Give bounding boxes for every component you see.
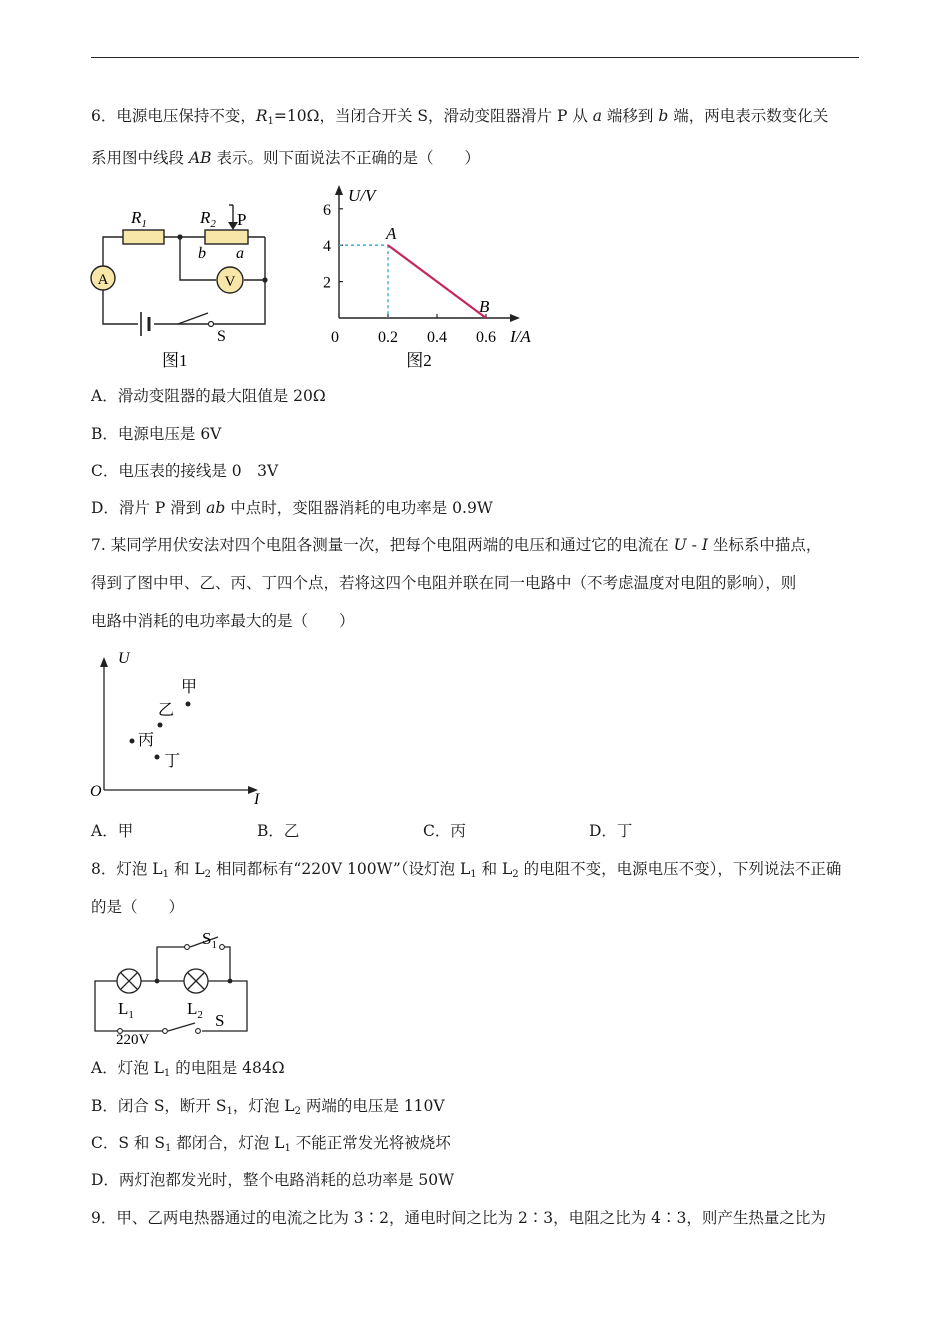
y-tick-label: 2	[323, 274, 331, 292]
svg-text:V: V	[224, 274, 236, 290]
svg-text:乙: 乙	[158, 702, 175, 719]
svg-text:S: S	[217, 328, 226, 345]
point-yi	[158, 723, 163, 728]
q7-option-d[interactable]: D．丁	[589, 822, 633, 840]
svg-text:220V: 220V	[116, 1032, 150, 1045]
q8-option-c[interactable]: C．S 和 $S_1$ 都闭合，灯泡 $L_1$ 不能正常发光将被烧坏	[91, 1134, 451, 1154]
svg-text:O: O	[90, 783, 102, 800]
svg-text:b: b	[198, 245, 206, 262]
fig2-caption: 图2	[406, 351, 432, 370]
q7-option-c[interactable]: C．丙	[423, 822, 466, 840]
svg-text:P: P	[237, 210, 247, 229]
svg-text:L1: $L_1$	[118, 999, 134, 1021]
q7-option-b[interactable]: B．乙	[257, 822, 300, 840]
svg-text:S: S	[215, 1011, 225, 1030]
svg-text:U: U	[118, 650, 130, 667]
svg-text:R1: $R_1$	[131, 208, 147, 230]
battery-icon	[141, 312, 149, 336]
lamp-l2-icon	[184, 969, 208, 993]
origin-label: 0	[331, 329, 339, 346]
x-axis-arrow-icon	[510, 314, 520, 322]
q7-stem-line1: 7. 某同学用伏安法对四个电阻各测量一次，把每个电阻两端的电压和通过它的电流在 U - I 坐标系中描点，	[91, 536, 822, 554]
x-axis-label: I/A	[510, 327, 531, 346]
q6-stem-line1: 6．电源电压保持不变，$R_1=10\Omega$，当闭合开关 S，滑动变阻器滑片 P 从 a 端移到 b 端，两电表示数变化关	[91, 107, 829, 127]
segment-ab	[388, 245, 486, 318]
q6-option-c[interactable]: C．电压表的接线是 0 3V	[91, 462, 279, 480]
q7-stem-line2: 得到了图中甲、乙、丙、丁四个点，若将这四个电阻并联在同一电路中（不考虑温度对电阻的影响），则	[91, 574, 797, 592]
y-axis-label: U/V	[348, 186, 376, 205]
svg-text:丁: 丁	[164, 753, 181, 770]
q6-option-a[interactable]: A．滑动变阻器的最大阻值是 20Ω	[91, 387, 326, 405]
q7-option-a[interactable]: A．甲	[91, 822, 134, 840]
q9-stem-line1: 9．甲、乙两电热器通过的电流之比为 3∶2，通电时间之比为 2∶3，电阻之比为 4∶3，则产生热量之比为	[91, 1209, 826, 1227]
q8-circuit-figure	[90, 925, 255, 1045]
x-tick-label: 0.6	[476, 329, 496, 346]
svg-text:S1: $S_1$	[202, 929, 217, 951]
svg-text:图1: 图1	[162, 351, 188, 370]
q7-stem-line3: 电路中消耗的电功率最大的是（ ）	[91, 612, 355, 630]
svg-text:I: I	[254, 791, 260, 808]
q7-ui-scatter-figure	[88, 645, 273, 810]
point-a-label: A	[386, 224, 397, 244]
y-tick-label: 6	[323, 201, 331, 219]
point-b-label: B	[479, 297, 490, 316]
q6-ui-graph	[315, 185, 550, 370]
q8-option-b[interactable]: B．闭合 S，断开 $S_1$，灯泡 $L_2$ 两端的电压是 110V	[91, 1097, 445, 1117]
svg-text:甲: 甲	[181, 679, 198, 696]
q6-option-b[interactable]: B．电源电压是 6V	[91, 425, 222, 443]
q8-option-a[interactable]: A．灯泡 $L_1$ 的电阻是 484Ω	[91, 1059, 285, 1079]
y-axis-arrow-icon	[335, 185, 343, 195]
svg-text:L2: $L_2$	[187, 999, 203, 1021]
svg-text:a: a	[236, 245, 244, 262]
q6-circuit-figure	[88, 185, 288, 370]
point-bing	[130, 739, 135, 744]
point-jia	[186, 702, 191, 707]
q8-stem-line1: 8．灯泡 $L_1$ 和 $L_2$ 相同都标有“220V 100W”（设灯泡 $L_1$ 和 $L_2$ 的电阻不变，电源电压不变），下列说法不正确	[91, 860, 842, 880]
x-tick-label: 0.2	[378, 329, 398, 346]
u-axis-arrow-icon	[100, 657, 108, 667]
q8-stem-line2: 的是（ ）	[91, 898, 185, 916]
q8-option-d[interactable]: D．两灯泡都发光时，整个电路消耗的总功率是 50W	[91, 1171, 455, 1189]
lamp-l1-icon	[117, 969, 141, 993]
header-rule	[91, 57, 859, 58]
svg-text:丙: 丙	[138, 732, 155, 749]
y-tick-label: 4	[323, 238, 331, 256]
svg-text:A: A	[97, 272, 109, 288]
point-ding	[155, 755, 160, 760]
x-tick-label: 0.4	[427, 329, 447, 346]
q6-option-d[interactable]: D．滑片 P 滑到 ab 中点时，变阻器消耗的电功率是 0.9W	[91, 499, 493, 517]
svg-text:R2: $R_2$	[200, 208, 216, 230]
q6-stem-line2: 系用图中线段 AB 表示。则下面说法不正确的是（ ）	[91, 149, 480, 167]
